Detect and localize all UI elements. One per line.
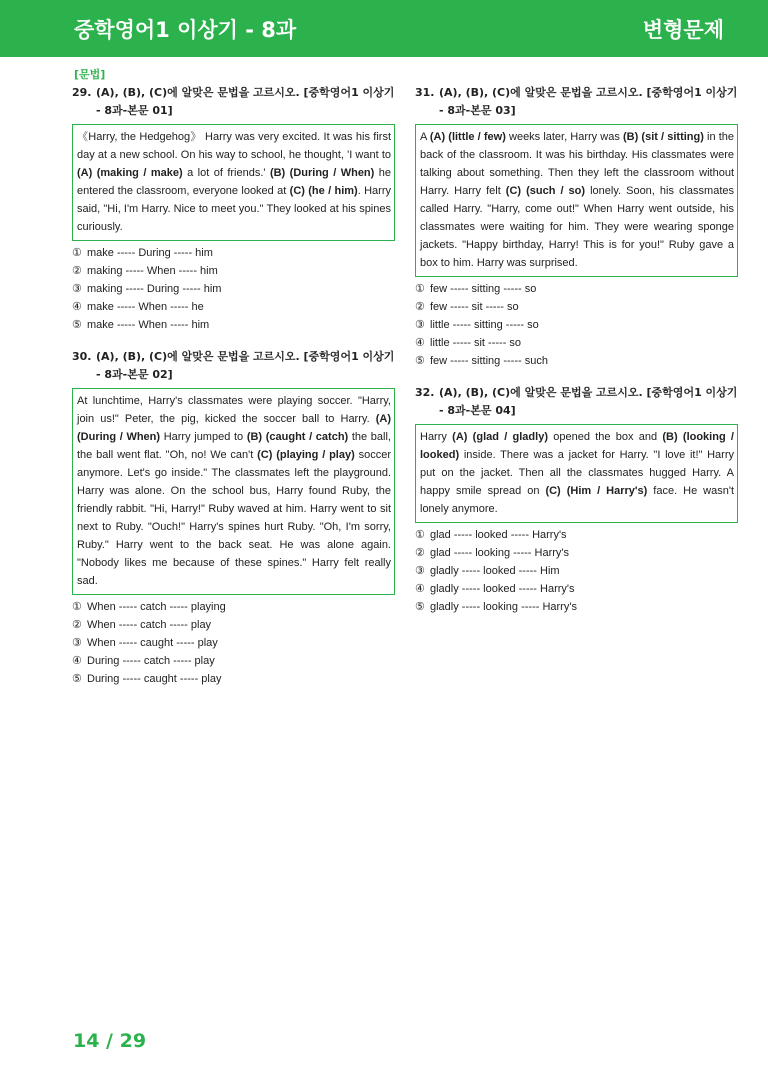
option-text: few ----- sitting ----- such (430, 355, 548, 367)
answer-option (415, 544, 738, 562)
passage-text: weeks later, Harry was (505, 131, 624, 143)
passage-text: . Harry said, "Hi, I'm Harry. Nice to meet you." They looked at his spines curiously. (77, 185, 391, 233)
option-text: make ----- When ----- him (87, 319, 210, 331)
passage-box (72, 124, 395, 241)
answer-option (415, 316, 738, 334)
answer-option (72, 616, 395, 634)
option-text: make ----- During ----- him (87, 247, 213, 259)
passage-text: in the back of the classroom. It was his birthday. His classmates were talking about something. Then they left the classroom without Harry. Harry felt (420, 131, 735, 197)
option-text: When ----- caught ----- play (87, 637, 218, 649)
answer-options (415, 526, 738, 616)
question-prompt: (A), (B), (C)에 알맞은 문법을 고르시오. [중학영어1 이상기 - 8과-본문 02] (96, 350, 395, 381)
option-number: ② (72, 265, 82, 277)
option-number: ④ (415, 583, 425, 595)
answer-option (415, 334, 738, 352)
question-number: 31. (415, 86, 435, 99)
option-number: ④ (415, 337, 425, 349)
answer-option (72, 634, 395, 652)
passage-text: lonely. Soon, his classmates called Harry. "Harry, come out!" When Harry went outside, his classmates were waiting for him. They were wearing sponge jackets. "Happy birthday, Harry! This is for you!" Ruby gave a box to him. Harry was surprised. (420, 185, 734, 269)
left-column (72, 84, 395, 702)
option-number: ③ (415, 319, 425, 331)
blank-choice: (A) (making / make) (77, 167, 183, 179)
option-text: During ----- caught ----- play (87, 673, 222, 685)
question-header (72, 348, 395, 384)
document-category: 변형문제 (642, 18, 724, 42)
option-number: ① (72, 247, 82, 259)
blank-choice: (C) (such / so) (505, 185, 586, 197)
passage-text: inside. There was a jacket for Harry. "I love it!" Harry put on the jacket. Then all the classmates hugged Harry. A happy smile spread on (420, 449, 734, 497)
option-text: During ----- catch ----- play (87, 655, 215, 667)
option-text: glad ----- looking ----- Harry's (430, 547, 569, 559)
answer-option (72, 652, 395, 670)
passage-text: Harry (420, 431, 453, 443)
option-number: ④ (72, 301, 82, 313)
passage-text: soccer anymore. Let's go inside." The classmates left the playground. Harry was alone. On the school bus, Harry found Ruby, the friendly rabbit. "Hi, Harry!" Ruby waved at him. Harry went to sit next to Ruby. "Ouch!" Harry's spines hurt Ruby. "Oh, I'm sorry, Ruby." Harry went to the back seat. He was alone again. "Nobody likes me because of these spines." Harry felt really sad. (77, 449, 391, 587)
option-text: making ----- During ----- him (87, 283, 222, 295)
answer-option (72, 670, 395, 688)
blank-choice: (B) (sit / sitting) (623, 131, 704, 143)
option-number: ② (72, 619, 82, 631)
option-number: ⑤ (72, 673, 82, 685)
option-number: ③ (72, 637, 82, 649)
option-number: ③ (415, 565, 425, 577)
option-number: ① (415, 283, 425, 295)
option-text: glad ----- looked ----- Harry's (430, 529, 567, 541)
answer-option (415, 580, 738, 598)
option-number: ① (415, 529, 425, 541)
option-number: ⑤ (415, 355, 425, 367)
answer-option (415, 280, 738, 298)
passage-box (415, 424, 738, 523)
answer-option (72, 262, 395, 280)
question-32 (415, 384, 738, 616)
answer-option (415, 352, 738, 370)
question-header (72, 84, 395, 120)
answer-options (415, 280, 738, 370)
page-header (0, 0, 768, 57)
question-prompt: (A), (B), (C)에 알맞은 문법을 고르시오. [중학영어1 이상기 - 8과-본문 03] (439, 86, 738, 117)
section-tag: [문법] (74, 68, 106, 81)
option-text: When ----- catch ----- play (87, 619, 212, 631)
option-number: ① (72, 601, 82, 613)
passage-box (415, 124, 738, 277)
question-31 (415, 84, 738, 370)
option-number: ② (415, 547, 425, 559)
blank-choice: (A) (glad / gladly) (452, 431, 548, 443)
question-header (415, 384, 738, 420)
option-text: few ----- sit ----- so (430, 301, 519, 313)
blank-choice: (C) (he / him) (289, 185, 358, 197)
answer-options (72, 598, 395, 688)
option-text: little ----- sitting ----- so (430, 319, 539, 331)
option-text: little ----- sit ----- so (430, 337, 522, 349)
blank-choice: (A) (little / few) (429, 131, 506, 143)
passage-text: a lot of friends.' (182, 167, 270, 179)
option-text: few ----- sitting ----- so (430, 283, 537, 295)
question-number: 32. (415, 386, 435, 399)
option-text: gladly ----- looked ----- Him (430, 565, 560, 577)
option-number: ③ (72, 283, 82, 295)
document-title: 중학영어1 이상기 - 8과 (74, 18, 297, 42)
question-30 (72, 348, 395, 688)
blank-choice: (C) (Him / Harry's) (545, 485, 648, 497)
answer-option (415, 562, 738, 580)
passage-text: 《Harry, the Hedgehog》 Harry was very excited. It was his first day at a new school. On his way to school, he thought, 'I want to (77, 131, 391, 161)
answer-option (72, 598, 395, 616)
passage-box (72, 388, 395, 595)
blank-choice: (B) (caught / catch) (246, 431, 349, 443)
page-number: 14 / 29 (73, 1030, 147, 1052)
answer-option (415, 598, 738, 616)
answer-option (72, 280, 395, 298)
option-number: ⑤ (415, 601, 425, 613)
option-text: make ----- When ----- he (87, 301, 204, 313)
blank-choice: (B) (During / When) (269, 167, 375, 179)
question-header (415, 84, 738, 120)
blank-choice: (B) (looking / looked) (420, 431, 734, 461)
blank-choice: (C) (playing / play) (257, 449, 355, 461)
passage-text: the ball, the ball went flat. "Oh, no! We can't (77, 431, 391, 461)
passage-text: At lunchtime, Harry's classmates were playing soccer. "Harry, join us!" Peter, the pig, kicked the soccer ball to Harry. (77, 395, 391, 425)
answer-option (72, 298, 395, 316)
option-text: making ----- When ----- him (87, 265, 218, 277)
right-column (415, 84, 738, 630)
answer-option (72, 244, 395, 262)
option-number: ② (415, 301, 425, 313)
answer-option (415, 298, 738, 316)
passage-text: opened the box and (547, 431, 663, 443)
option-text: gladly ----- looked ----- Harry's (430, 583, 575, 595)
passage-text: A (420, 131, 430, 143)
question-prompt: (A), (B), (C)에 알맞은 문법을 고르시오. [중학영어1 이상기 - 8과-본문 04] (439, 386, 738, 417)
passage-text: he entered the classroom, everyone looked at (77, 167, 392, 197)
question-prompt: (A), (B), (C)에 알맞은 문법을 고르시오. [중학영어1 이상기 - 8과-본문 01] (96, 86, 395, 117)
passage-text: Harry jumped to (160, 431, 247, 443)
answer-options (72, 244, 395, 334)
question-number: 29. (72, 86, 92, 99)
passage-text: face. He wasn't lonely anymore. (420, 485, 735, 515)
question-29 (72, 84, 395, 334)
option-text: When ----- catch ----- playing (87, 601, 226, 613)
answer-option (415, 526, 738, 544)
option-number: ④ (72, 655, 82, 667)
option-text: gladly ----- looking ----- Harry's (430, 601, 577, 613)
answer-option (72, 316, 395, 334)
option-number: ⑤ (72, 319, 82, 331)
blank-choice: (A) (During / When) (77, 413, 391, 443)
question-number: 30. (72, 350, 92, 363)
